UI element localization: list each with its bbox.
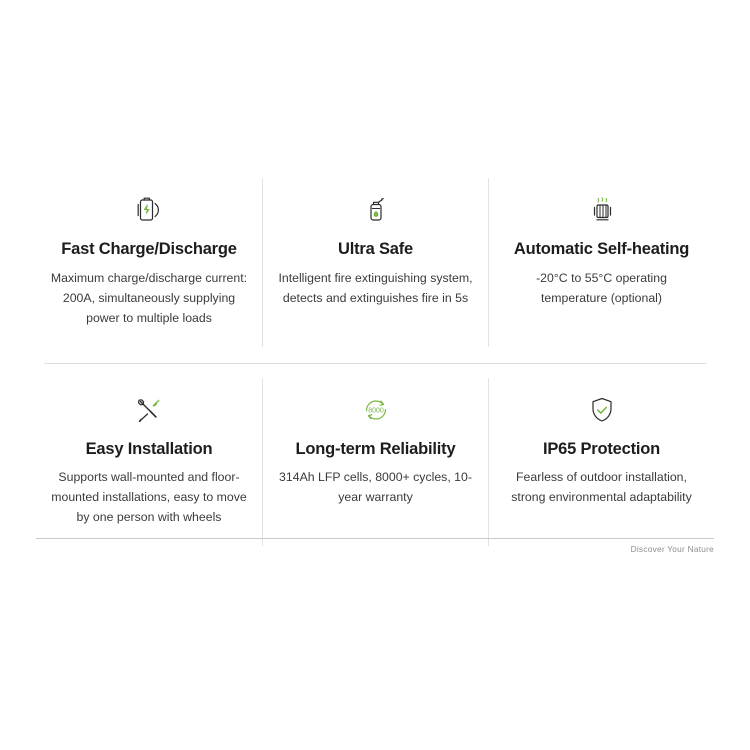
- feature-card-ip65-protection: [488, 378, 714, 547]
- feature-description: Maximum charge/discharge current: 200A, simultaneously supplying power to multiple loads: [50, 270, 248, 325]
- row-divider: [44, 363, 706, 364]
- feature-title: Easy Installation: [85, 439, 213, 458]
- feature-title: IP65 Protection: [542, 439, 661, 458]
- feature-title: Long-term Reliability: [295, 439, 456, 458]
- cycle-arrows-8000-icon: [277, 390, 474, 430]
- feature-card-fast-charge: [36, 178, 262, 347]
- fire-extinguisher-icon: [277, 190, 474, 230]
- feature-card-ultra-safe: [262, 178, 488, 347]
- feature-title: Automatic Self-heating: [513, 240, 690, 258]
- battery-charge-icon: [50, 190, 248, 230]
- footer: [36, 538, 714, 554]
- feature-card-long-term-reliability: [262, 378, 488, 547]
- feature-description: Fearless of outdoor installation, strong environmental adaptability: [511, 470, 692, 505]
- feature-row-1: [36, 178, 714, 347]
- feature-description: 314Ah LFP cells, 8000+ cycles, 10-year warranty: [279, 470, 472, 505]
- feature-title: Ultra Safe: [337, 240, 414, 258]
- feature-grid: [36, 178, 714, 546]
- feature-card-self-heating: [488, 178, 714, 347]
- cycles-label: 8000: [367, 407, 384, 415]
- tools-wrench-screwdriver-icon: [50, 390, 248, 430]
- heater-coil-icon: [503, 190, 700, 230]
- feature-description: -20°C to 55°C operating temperature (optional): [536, 270, 667, 305]
- feature-description: Supports wall-mounted and floor-mounted installations, easy to move by one person with wheels: [51, 470, 247, 525]
- feature-card-easy-installation: [36, 378, 262, 547]
- feature-description: Intelligent fire extinguishing system, detects and extinguishes fire in 5s: [278, 270, 473, 305]
- shield-check-icon: [503, 390, 700, 430]
- feature-title: Fast Charge/Discharge: [61, 240, 237, 258]
- footer-tagline: Discover Your Nature: [630, 544, 714, 554]
- feature-row-2: [36, 378, 714, 547]
- footer-divider: [36, 538, 714, 539]
